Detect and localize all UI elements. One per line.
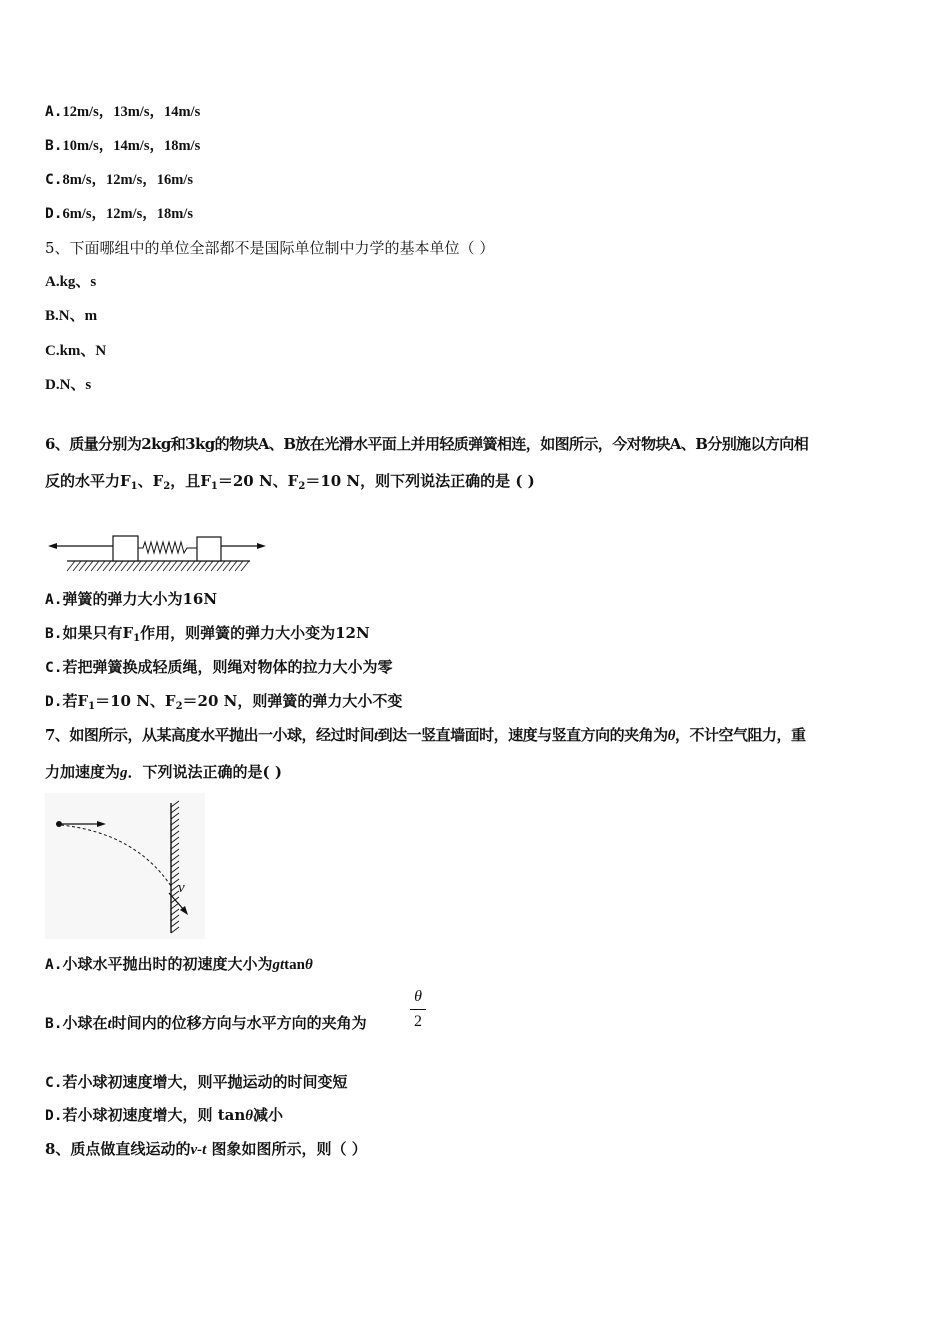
q5-option-b: B.N、m — [45, 308, 98, 324]
q6-option-a: A.弹簧的弹力大小为16N — [45, 590, 218, 608]
q7-option-d: D.若小球初速度增大，则 tanθ减小 — [45, 1106, 284, 1124]
q8-stem: 8、质点做直线运动的v-t 图象如图所示，则（ ） — [45, 1140, 367, 1158]
spring-blocks-figure — [45, 530, 270, 576]
theta-over-2-fraction — [408, 987, 428, 1032]
q5-stem: 5、下面哪组中的单位全部都不是国际单位制中力学的基本单位（ ） — [45, 239, 495, 257]
q7-stem-line1: 7、如图所示，从某高度水平抛出一小球，经过时间t到达一竖直墙面时，速度与竖直方向的夹角为θ，不计空气阻力，重 — [45, 726, 806, 744]
q5-option-d: D.N、s — [45, 377, 92, 393]
q7-option-c: C.若小球初速度增大，则平抛运动的时间变短 — [45, 1073, 348, 1091]
fraction-numerator: θ — [414, 988, 422, 1005]
block-b — [197, 537, 221, 561]
q6-stem-line2: 反的水平力$F_1$、$F_2$，且$F_1=20$ N、$F_2=10$ N，则下列说法正确的是 ( ) — [45, 472, 535, 492]
q4-option-d: D.6m/s，12m/s，18m/s — [45, 206, 193, 222]
q7-option-a: A.小球水平抛出时的初速度大小为gttanθ — [45, 955, 313, 973]
projectile-wall-figure — [45, 793, 205, 939]
q6-option-d: D.若$F_1=10$ N、$F_2=20$ N，则弹簧的弹力大小不变 — [45, 692, 403, 712]
q5-option-c: C.km、N — [45, 343, 107, 359]
fraction-bar — [410, 1009, 426, 1010]
fraction-denominator: 2 — [414, 1013, 422, 1030]
q4-option-a: A.12m/s，13m/s，14m/s — [45, 104, 201, 120]
q6-option-b: B.如果只有$F_1$作用，则弹簧的弹力大小变为12N — [45, 624, 370, 644]
q4-option-b: B.10m/s，14m/s，18m/s — [45, 138, 201, 154]
q6-option-c: C.若把弹簧换成轻质绳，则绳对物体的拉力大小为零 — [45, 658, 393, 676]
q7-option-b: B.小球在t时间内的位移方向与水平方向的夹角为 — [45, 1014, 367, 1032]
spring — [138, 542, 197, 553]
q6-stem-line1: 6、质量分别为2kg和3kg的物块A、B放在光滑水平面上并用轻质弹簧相连，如图所示，今对物块A、B分别施以方向相 — [45, 435, 809, 453]
q7-stem-line2: 力加速度为g．下列说法正确的是( ) — [45, 763, 282, 781]
block-a — [113, 536, 138, 561]
q5-option-a: A.kg、s — [45, 274, 97, 290]
ground-hatching — [67, 561, 249, 571]
q4-option-c: C.8m/s，12m/s，16m/s — [45, 172, 193, 188]
velocity-label: v — [178, 880, 185, 896]
